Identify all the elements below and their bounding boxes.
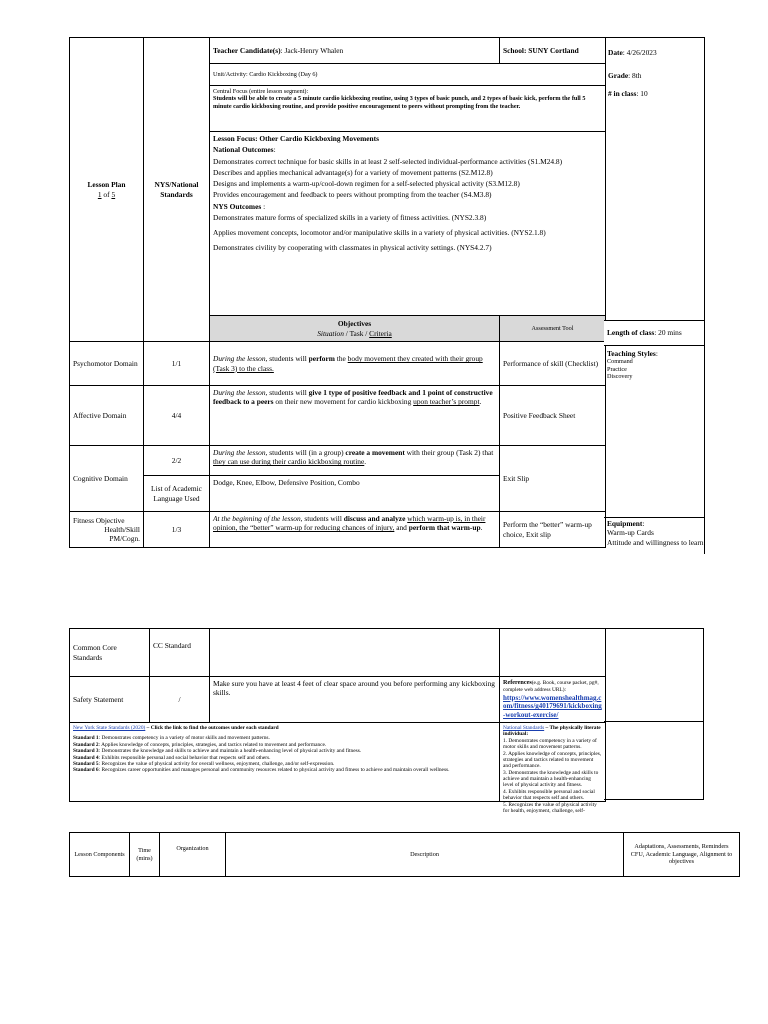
lesson-focus-value: Other Cardio Kickboxing Movements [259, 134, 379, 143]
common-core-label: Common Core Standards [70, 629, 150, 677]
style-discovery: Discovery [607, 373, 633, 381]
fit-situation: At the beginning of the lesson, [213, 514, 303, 523]
psy-situation: During the lesson, [213, 354, 268, 364]
national-outcome-1: Demonstrates correct technique for basic skills in at least 2 self-selected individual-performance activities (S1.M24.8) [213, 156, 563, 166]
std1-text: : Demonstrates competency in a variety of motor skills and movement patterns. [98, 735, 270, 742]
lesson-number: 1 [97, 189, 102, 199]
fit-u1: which warm-up is, in their opinion, the “better” warm-up for reducing chances of injury, [213, 514, 486, 533]
teacher-name: : Jack-Henry Whalen [280, 45, 344, 55]
affective-objective [210, 386, 500, 446]
national-standards-note: – The physically literate individual: [503, 725, 601, 738]
cog-t3: . [364, 457, 367, 467]
cog-b1: create a movement [345, 448, 405, 457]
fit-b1: discuss and analyze [343, 514, 406, 523]
fit-t3: and [394, 523, 409, 533]
length-label: Length of class [607, 328, 655, 338]
style-command: Command [607, 358, 633, 366]
central-focus-text: Students will be able to create a 5 minute cardio kickboxing routine, using 3 types of basic punch, and 2 types of basic kick, perform the full 5 minute cardio kickboxing routine, and provide positive encouragement to peers without prompting from the teacher. [213, 95, 586, 110]
fitness-ratio: 1/3 [144, 512, 210, 548]
nys-outcomes-label: NYS Outcomes [213, 201, 262, 211]
aff-t2: on their new movement for cardio kickboxing [273, 397, 414, 407]
fit-t4: . [480, 523, 483, 533]
references-link[interactable]: https://www.womenshealthmag.com/fitness/g40179691/kickboxing-workout-exercise/ [503, 693, 602, 719]
teacher-label: Teacher Candidate(s) [213, 45, 281, 55]
std1-label: Standard 1 [73, 735, 99, 742]
affective-domain: Affective Domain [70, 386, 144, 446]
national-standards-cell [500, 723, 606, 814]
std6-text: : Recognizes career opportunities and manages personal and community resources related to physical activity and fitness to achieve and maintain overall wellness. [98, 767, 450, 774]
nys-colon: : [261, 201, 266, 211]
cognitive-domain: Cognitive Domain [70, 446, 144, 512]
cognitive-objective [210, 446, 500, 476]
date-value: : 4/26/2023 [622, 48, 657, 57]
fitness-l1: Fitness Objective [73, 515, 125, 525]
std4-label: Standard 4 [73, 754, 99, 761]
std5-label: Standard 5 [73, 760, 99, 767]
sep-2: / [363, 328, 370, 338]
cog-t2: with their group (Task 2) that [404, 448, 494, 457]
nys-standards-note: – Click the link to find the outcomes under each standard [145, 725, 279, 731]
nys-standards-link[interactable]: New York State Standards (2020) [73, 725, 146, 731]
in-class-label: # in class [608, 89, 637, 98]
nys-standards-cell [70, 723, 500, 802]
fitness-objective [210, 512, 500, 548]
teaching-styles-label: Teaching Styles [607, 349, 656, 358]
teaching-styles [607, 349, 658, 381]
objectives-situation: Situation [317, 328, 344, 338]
cognitive-assessment: Exit Slip [500, 446, 606, 512]
cc-standard-label: CC Standard [150, 629, 210, 677]
fit-b2: perform that warm-up [408, 523, 481, 533]
objectives-task: Task [349, 328, 364, 338]
equipment-item-1: Warm-up Cards [607, 528, 654, 538]
national-std-4: 4. Exhibits responsible personal and social behavior that respects self and others. [503, 788, 595, 802]
psychomotor-assessment: Performance of skill (Checklist) [500, 342, 606, 386]
lesson-plan-label: Lesson Plan [87, 180, 126, 190]
psychomotor-ratio: 1/1 [144, 342, 210, 386]
grade-label: Grade [608, 71, 629, 80]
cog-situation: During the lesson, [213, 448, 268, 457]
aff-situation: During the lesson, [213, 388, 268, 397]
academic-language-label: List of Academic Language Used [144, 476, 210, 512]
adaptations-header: Adaptations, Assessments, Reminders CFU, Academic Language, Alignment to objectives [624, 833, 740, 877]
std2-label: Standard 2 [73, 741, 99, 748]
nys-outcome-2: Applies movement concepts, locomotor and/or manipulative skills in a variety of physical activities. (NYS2.1.8) [213, 228, 546, 237]
cognitive-ratio: 2/2 [144, 446, 210, 476]
equipment-item-2: Attitude and willingness to learn [607, 537, 704, 547]
affective-assessment: Positive Feedback Sheet [500, 386, 606, 446]
lesson-plan-table [69, 37, 606, 548]
std3-label: Standard 3 [73, 748, 99, 755]
national-outcome-4: Provides encouragement and feedback to peers without prompting from the teacher (S4.M3.8) [213, 190, 492, 200]
national-colon: : [273, 145, 276, 155]
psy-t1: students will [267, 354, 309, 364]
lesson-plan-cell [70, 38, 144, 342]
aff-b1: give 1 type of positive feedback and 1 point of constructive feedback to a peers [213, 388, 493, 407]
unit-activity: Unit/Activity: Cardio Kickboxing (Day 6) [210, 64, 606, 86]
cog-t1: students will (in a group) [267, 448, 346, 457]
date-field [608, 48, 657, 57]
equipment-label: Equipment [607, 519, 643, 528]
lesson-components-table [69, 832, 740, 877]
academic-language-list: Dodge, Knee, Elbow, Defensive Position, Combo [210, 476, 500, 512]
school-name: SUNY Cortland [526, 45, 579, 55]
national-standards-link[interactable]: National Standards [503, 725, 545, 731]
fitness-assessment: Perform the “better” warm-up choice, Exit slip [500, 512, 606, 548]
lesson-total: 5 [111, 189, 116, 199]
ts-colon: : [655, 349, 658, 358]
time-header: Time (mins) [130, 833, 160, 877]
lesson-focus-label: Lesson Focus: [213, 134, 258, 143]
teacher-cell [210, 38, 500, 64]
description-header: Description [226, 833, 624, 877]
central-focus-label: Central Focus (entire lesson segment): [213, 88, 309, 95]
affective-ratio: 4/4 [144, 386, 210, 446]
national-outcome-3: Designs and implements a warm-up/cool-down regimen for a self-selected physical activity (S3.M12.8) [213, 179, 520, 188]
in-class-field [608, 89, 648, 98]
equipment [607, 519, 703, 547]
school-label: School: [503, 45, 527, 55]
sep-1: / [343, 328, 350, 338]
fitness-l2: Health/Skill [104, 524, 140, 534]
school-cell [500, 38, 606, 64]
safety-label: Safety Statement [70, 677, 150, 723]
nys-standards-label: NYS/National Standards [144, 38, 210, 342]
assessment-tool-header: Assessment Tool [500, 316, 606, 342]
table2-right-extension [604, 628, 704, 722]
psy-t2: the [334, 354, 348, 364]
references-cell [500, 677, 606, 723]
length-value: : 20 mins [654, 328, 682, 338]
aff-u1: upon teacher’s prompt [413, 397, 480, 407]
national-std-1: 1. Demonstrates competency in a variety of motor skills and movement patterns. [503, 737, 597, 751]
national-std-2: 2. Applies knowledge of concepts, principles, strategies and tactics related to movement and performance. [503, 750, 602, 770]
national-outcomes-label: National Outcomes [213, 145, 274, 155]
grade-value: : 8th [628, 71, 642, 80]
style-practice: Practice [607, 365, 627, 373]
fitness-domain [70, 512, 144, 548]
objectives-header [210, 316, 500, 342]
eq-colon: : [642, 519, 645, 528]
std6-label: Standard 6 [73, 767, 99, 774]
psychomotor-objective [210, 342, 500, 386]
organization-header: Organization [160, 833, 226, 877]
national-std-5: 5. Recognizes the value of physical activity for health, enjoyment, challenge, self- [503, 801, 597, 814]
lesson-components-header: Lesson Components [70, 833, 130, 877]
references-hint: (e.g. Book, course packet, pg#, complete web address URL): [503, 680, 599, 694]
national-std-3: 3. Demonstrates the knowledge and skills to achieve and maintain a health-enhancing level of physical activity and fitness. [503, 769, 599, 789]
psy-u1: body movement they created with their group (Task 3) to the class. [213, 354, 483, 373]
objectives-title: Objectives [337, 319, 372, 329]
safety-slash: / [150, 677, 210, 723]
right-column [604, 37, 705, 554]
lesson-of: of [103, 189, 110, 199]
national-outcome-2: Describes and applies mechanical advantage(s) for a variety of movement patterns (S2.M12.8) [213, 167, 493, 177]
aff-t1: students will [267, 388, 309, 397]
nys-standard-6 [73, 767, 496, 773]
std4-text: : Exhibits responsible personal and social behavior that respects self and others. [98, 754, 271, 761]
std3-text: : Demonstrates the knowledge and skills to achieve and maintain a health-enhancing level of physical activity and fitness. [98, 748, 362, 755]
in-class-value: : 10 [636, 89, 648, 98]
length-of-class [604, 320, 704, 346]
aff-t3: . [479, 397, 482, 407]
standards-safety-table [69, 628, 606, 814]
grade-field [608, 71, 641, 80]
central-focus-cell [210, 86, 606, 132]
standards-cell [210, 132, 606, 316]
table2-bottom-extension [604, 722, 704, 800]
psy-b1: perform [308, 354, 335, 364]
safety-statement: Make sure you have at least 4 feet of clear space around you before performing any kickboxing skills. [210, 677, 500, 723]
psychomotor-domain: Psychomotor Domain [70, 342, 144, 386]
nys-outcome-1: Demonstrates mature forms of specialized skills in a variety of fitness activities. (NYS2.3.8) [213, 212, 487, 222]
objectives-criteria: Criteria [369, 328, 392, 338]
references-label: References [503, 679, 532, 686]
cc-standard-value [210, 629, 500, 677]
std2-text: : Applies knowledge of concepts, principles, strategies, and tactics related to movement and performance. [98, 741, 327, 748]
cc-standard-extra [500, 629, 606, 677]
nys-outcome-3: Demonstrates civility by cooperating with classmates in physical activity settings. (NYS4.2.7) [213, 243, 492, 253]
cog-u1: they can use during their cardio kickboxing routine [213, 457, 365, 467]
fitness-l3: PM/Cogn. [109, 534, 140, 544]
fit-t1: students will [302, 514, 344, 523]
date-label: Date [608, 48, 623, 57]
std5-text: : Recognizes the value of physical activity for overall wellness, enjoyment, challenge, and/or self-expression. [98, 760, 335, 767]
